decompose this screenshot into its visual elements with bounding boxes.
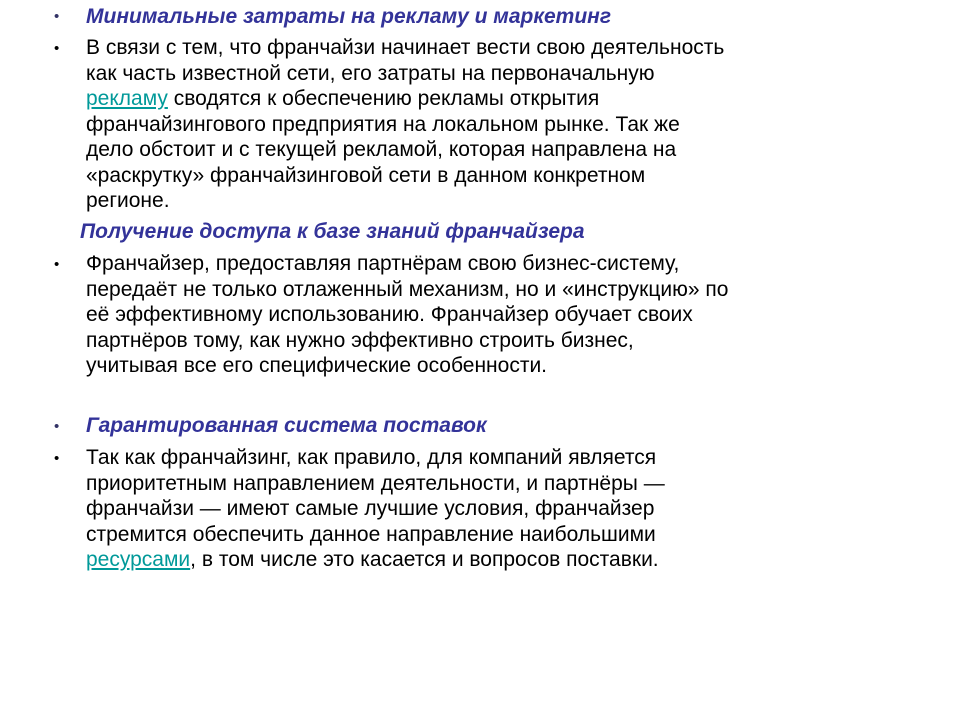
paragraph-knowledge <box>86 251 926 379</box>
text-line: приоритетным направлением деятельности, и партнёры — <box>86 471 665 495</box>
heading-knowledge: Получение доступа к базе знаний франчайзера <box>80 220 585 243</box>
paragraph-marketing <box>86 35 926 214</box>
text-line: Так как франчайзинг, как правило, для компаний является <box>86 446 657 469</box>
bullet-marker: • <box>54 450 60 467</box>
bullet-marker: • <box>54 40 60 57</box>
text-line: «раскрутку» франчайзинговой сети в данном конкретном <box>86 163 646 187</box>
heading-supply: Гарантированная система поставок <box>86 414 487 437</box>
text-line: учитывая все его специфические особенности. <box>86 354 548 377</box>
text-line: дело обстоит и с текущей рекламой, которая направлена на <box>86 138 677 161</box>
text-line: В связи с тем, что франчайзи начинает вести свою деятельность <box>86 36 725 59</box>
text-line: стремится обеспечить данное направление наибольшими <box>86 522 656 546</box>
advertising-link[interactable]: рекламу <box>86 87 168 110</box>
text-line: франчайзингового предприятия на локальном рынке. Так же <box>86 112 680 136</box>
bullet-marker: • <box>54 418 60 435</box>
text-line: Франчайзер, предоставляя партнёрам свою бизнес-систему, <box>86 252 680 275</box>
paragraph-supply <box>86 445 926 573</box>
text-line: передаёт не только отлаженный механизм, но и «инструкцию» по <box>86 277 729 301</box>
heading-marketing: Минимальные затраты на рекламу и маркетинг <box>86 5 612 28</box>
bullet-marker: • <box>54 256 60 273</box>
text-line: регионе. <box>86 189 170 212</box>
text-fragment: сводятся к обеспечению рекламы открытия <box>167 87 600 110</box>
text-line: партнёров тому, как нужно эффективно строить бизнес, <box>86 328 634 352</box>
text-line <box>86 547 926 573</box>
text-line: её эффективному использованию. Франчайзер обучает своих <box>86 303 693 326</box>
text-line <box>86 86 926 112</box>
text-line: франчайзи — имеют самые лучшие условия, франчайзер <box>86 497 655 520</box>
text-line: как часть известной сети, его затраты на первоначальную <box>86 61 655 85</box>
resources-link[interactable]: ресурсами <box>86 548 191 571</box>
text-fragment: , в том числе это касается и вопросов поставки. <box>190 548 659 571</box>
bullet-marker: • <box>54 8 60 25</box>
